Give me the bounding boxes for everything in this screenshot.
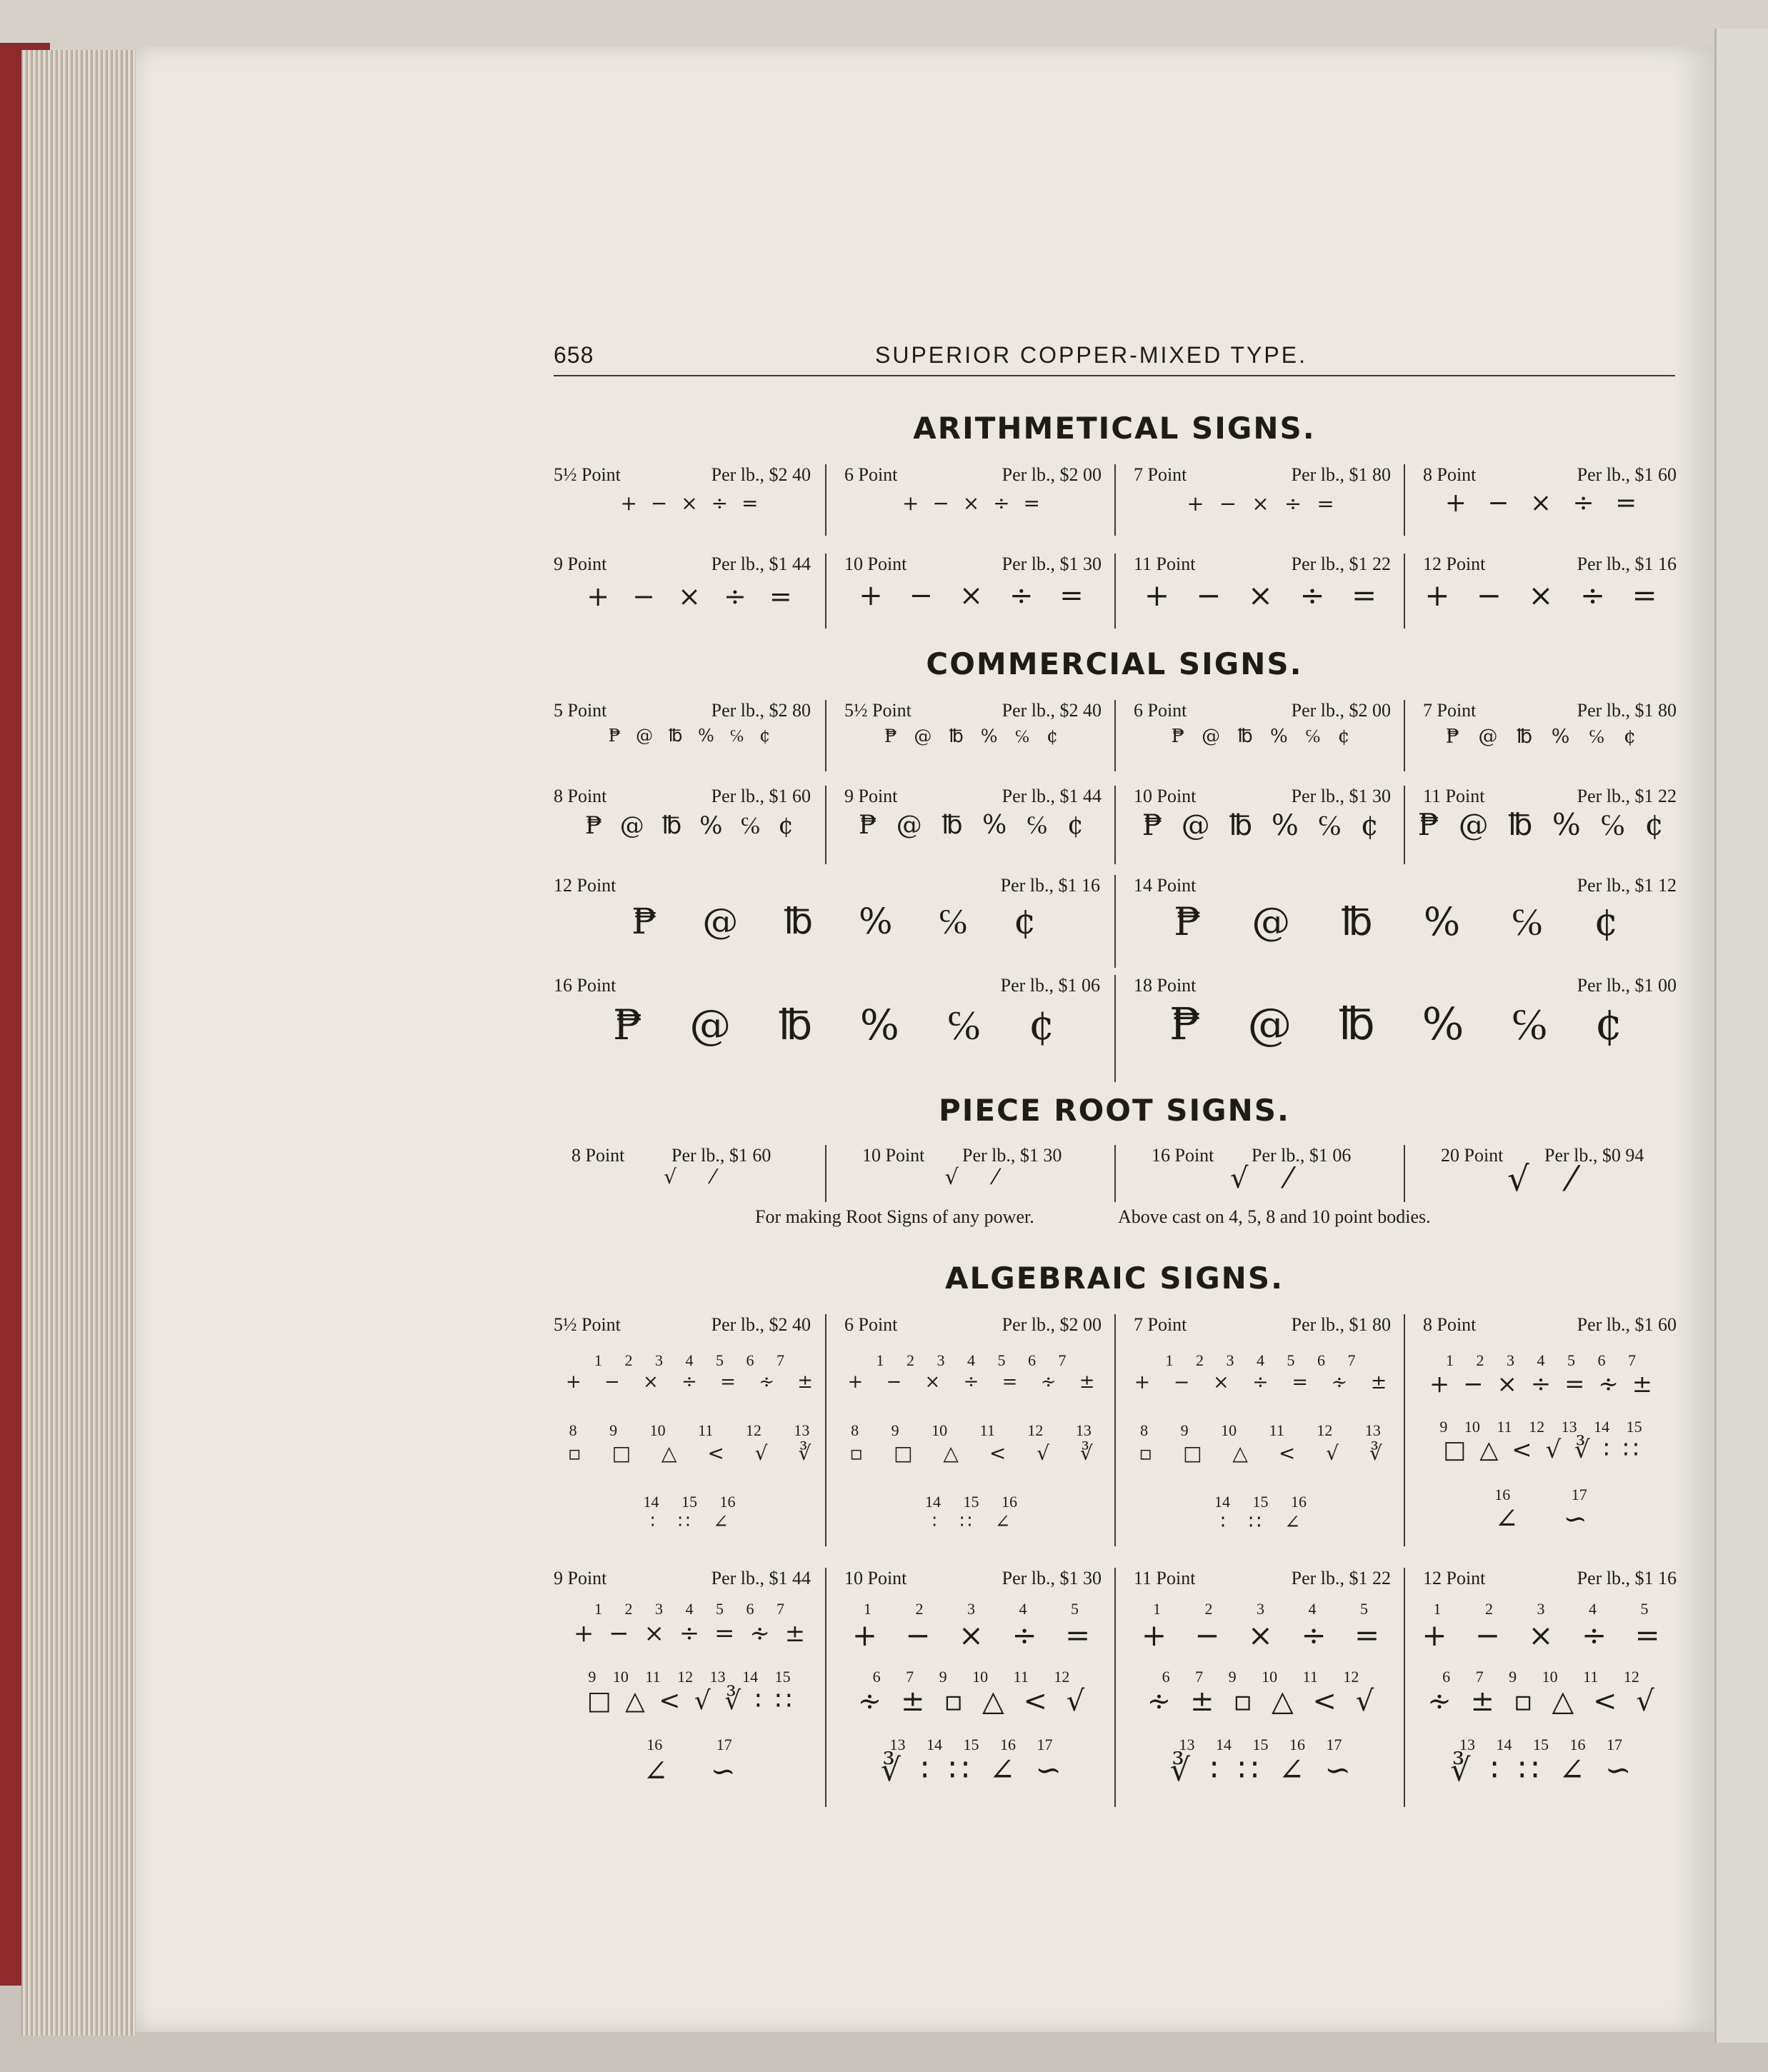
spec-cell [1404, 1568, 1677, 1807]
spec-cell [1114, 875, 1677, 968]
sign-sample: + − × ÷ = ∻ ± [1134, 1371, 1387, 1393]
spec-cell [1114, 1314, 1405, 1546]
spec-cell [1404, 464, 1677, 536]
sign-sample: ∻ ± ▫ △ < √ [1427, 1685, 1654, 1718]
price: Per lb., $1 22 [1291, 1568, 1391, 1588]
point-size: 8 Point [1423, 464, 1477, 485]
sign-numbers: 6 7 9 10 11 12 [1162, 1668, 1359, 1686]
sign-numbers: 1 2 3 4 5 6 7 [1165, 1351, 1356, 1369]
sign-sample: + − × ÷ = [902, 491, 1040, 515]
point-size: 10 Point [862, 1145, 925, 1166]
sign-numbers: 8 9 10 11 12 13 [851, 1421, 1092, 1439]
spec-cell [1114, 1568, 1405, 1807]
point-size: 5 Point [554, 700, 607, 721]
commercial-row-2 [554, 786, 1675, 864]
price: Per lb., $1 16 [1577, 554, 1677, 574]
sign-sample: + − × ÷ = [851, 1618, 1091, 1653]
point-size: 20 Point [1441, 1145, 1504, 1166]
sign-sample: ₱ @ ℔ % ℅ ¢ [884, 726, 1059, 746]
sign-sample: ₱ @ ℔ % ℅ ¢ [1142, 809, 1379, 842]
point-size: 18 Point [1134, 975, 1197, 996]
algebraic-row-1 [554, 1314, 1675, 1546]
price: Per lb., $2 40 [1002, 700, 1102, 721]
point-size: 6 Point [844, 464, 898, 485]
arithmetical-row-1 [554, 464, 1675, 536]
sign-numbers: 8 9 10 11 12 13 [1140, 1421, 1381, 1439]
price: Per lb., $1 30 [962, 1145, 1062, 1166]
spec-cell [1114, 554, 1405, 629]
sign-sample: ∻ ± ▫ △ < √ [1147, 1685, 1374, 1718]
sign-sample: √ ⁄ [1507, 1159, 1574, 1199]
algebraic-row-2 [554, 1568, 1675, 1807]
spec-cell [1404, 554, 1677, 629]
sign-numbers: 1 2 3 4 5 6 7 [594, 1600, 784, 1618]
point-size: 12 Point [1423, 554, 1486, 574]
sign-sample: + − × ÷ = [1444, 489, 1637, 518]
commercial-row-4 [554, 975, 1675, 1082]
point-size: 10 Point [1134, 786, 1197, 806]
sign-numbers: 14 15 16 [925, 1493, 1017, 1511]
price: Per lb., $1 16 [1000, 875, 1100, 896]
spec-cell [825, 554, 1116, 629]
point-size: 14 Point [1134, 875, 1197, 896]
price: Per lb., $1 44 [711, 554, 811, 574]
commercial-title: COMMERCIAL SIGNS. [926, 646, 1303, 681]
algebraic-title: ALGEBRAIC SIGNS. [944, 1261, 1284, 1296]
sign-numbers: 1 2 3 4 5 6 7 [876, 1351, 1067, 1369]
sign-numbers: 16 17 [1494, 1486, 1587, 1503]
sign-sample: + − × ÷ = [1424, 578, 1657, 613]
price: Per lb., $2 00 [1002, 1314, 1102, 1335]
price: Per lb., $1 22 [1291, 554, 1391, 574]
sign-sample: ∶ ∷ ∠ [932, 1511, 1011, 1533]
price: Per lb., $2 00 [1291, 700, 1391, 721]
sign-sample: + − × ÷ = ∻ ± [847, 1371, 1095, 1393]
sign-numbers: 6 7 9 10 11 12 [872, 1668, 1070, 1686]
sign-sample: □ △ < √ ∛ ∶ ∷ [1443, 1436, 1639, 1464]
spec-cell [1404, 1145, 1677, 1202]
point-size: 8 Point [571, 1145, 625, 1166]
sign-sample: ∠ ∽ [643, 1753, 736, 1788]
sign-sample: ∛ ∶ ∷ ∠ ∽ [880, 1752, 1062, 1788]
sign-numbers: 13 14 15 16 17 [1179, 1736, 1342, 1753]
price: Per lb., $1 06 [1252, 1145, 1352, 1166]
price: Per lb., $1 80 [1577, 700, 1677, 721]
piece-root-note-right: Above cast on 4, 5, 8 and 10 point bodies. [1118, 1206, 1431, 1227]
page-number: 658 [554, 342, 594, 368]
spec-cell [1114, 975, 1677, 1082]
piece-root-row [554, 1145, 1675, 1202]
sign-sample: ₱ @ ℔ % ℅ ¢ [1169, 998, 1624, 1050]
sign-sample: + − × ÷ = [1144, 578, 1377, 613]
sign-sample: + − × ÷ = [1141, 1618, 1380, 1653]
price: Per lb., $1 60 [1577, 1314, 1677, 1335]
sign-numbers: 13 14 15 16 17 [1459, 1736, 1622, 1753]
point-size: 7 Point [1423, 700, 1477, 721]
commercial-row-1 [554, 700, 1675, 771]
price: Per lb., $2 00 [1002, 464, 1102, 485]
page-header [554, 332, 1675, 376]
sign-sample: √ ⁄ [664, 1165, 715, 1188]
price: Per lb., $1 16 [1577, 1568, 1677, 1588]
price: Per lb., $1 30 [1291, 786, 1391, 806]
price: Per lb., $1 00 [1577, 975, 1677, 996]
sign-numbers: 1 2 3 4 5 6 7 [1446, 1351, 1636, 1369]
spec-cell [554, 1145, 825, 1202]
sign-numbers: 6 7 9 10 11 12 [1442, 1668, 1639, 1686]
sign-sample: ₱ @ ℔ % ℅ ¢ [631, 901, 1037, 942]
point-size: 7 Point [1134, 464, 1187, 485]
next-page-edge [1714, 29, 1768, 2043]
point-size: 11 Point [1423, 786, 1485, 806]
sign-sample: ∛ ∶ ∷ ∠ ∽ [1169, 1752, 1352, 1788]
piece-root-title: PIECE ROOT SIGNS. [939, 1093, 1290, 1128]
point-size: 9 Point [554, 1568, 607, 1588]
running-head: SUPERIOR COPPER-MIXED TYPE. [875, 342, 1307, 368]
sign-numbers: 16 17 [646, 1736, 732, 1753]
sign-sample: √ ⁄ [944, 1165, 998, 1190]
spec-cell [825, 1568, 1116, 1807]
point-size: 8 Point [1423, 1314, 1477, 1335]
sign-sample: + − × ÷ = ∻ ± [573, 1619, 806, 1648]
point-size: 10 Point [844, 1568, 907, 1588]
sign-numbers: 14 15 16 [643, 1493, 736, 1511]
page-content [554, 332, 1675, 1846]
spec-cell [825, 464, 1116, 536]
spec-cell [554, 464, 825, 536]
piece-root-note-left: For making Root Signs of any power. [755, 1206, 1034, 1227]
sign-numbers: 1 2 3 4 5 [1433, 1600, 1649, 1618]
sign-sample: + − × ÷ = [1187, 491, 1334, 516]
spec-cell [825, 1314, 1116, 1546]
price: Per lb., $2 40 [711, 1314, 811, 1335]
spec-cell [1114, 464, 1405, 536]
spec-cell [554, 700, 825, 771]
spec-cell [1114, 700, 1405, 771]
sign-sample: ₱ @ ℔ % ℅ ¢ [858, 811, 1084, 840]
sign-sample: ₱ @ ℔ % ℅ ¢ [613, 1001, 1055, 1049]
price: Per lb., $1 30 [1002, 1568, 1102, 1588]
price: Per lb., $1 80 [1291, 464, 1391, 485]
arithmetical-title: ARITHMETICAL SIGNS. [913, 411, 1316, 446]
point-size: 16 Point [1152, 1145, 1214, 1166]
sign-sample: ₱ @ ℔ % ℅ ¢ [1417, 807, 1664, 842]
price: Per lb., $1 06 [1000, 975, 1100, 996]
point-size: 9 Point [844, 786, 898, 806]
point-size: 7 Point [1134, 1314, 1187, 1335]
sign-sample: ▫ □ △ < √ ∛ [567, 1441, 811, 1465]
spec-cell [1114, 786, 1405, 864]
spec-cell [1404, 700, 1677, 771]
page-edges [21, 50, 136, 2036]
spec-cell [554, 975, 1114, 1082]
spec-cell [1114, 1145, 1405, 1202]
sign-numbers: 9 10 11 12 13 14 15 [588, 1668, 791, 1686]
point-size: 5½ Point [554, 464, 621, 485]
point-size: 6 Point [1134, 700, 1187, 721]
sign-sample: ∻ ± ▫ △ < √ [857, 1685, 1085, 1718]
sign-sample: ∶ ∷ ∠ [1220, 1511, 1301, 1533]
sign-sample: + − × ÷ = [586, 581, 792, 612]
spec-cell [554, 786, 825, 864]
sign-sample: √ ⁄ [1230, 1162, 1291, 1195]
sign-numbers: 14 15 16 [1214, 1493, 1307, 1511]
sign-sample: + − × ÷ = [620, 491, 759, 515]
sign-sample: ∶ ∷ ∠ [650, 1511, 729, 1533]
sign-sample: ₱ @ ℔ % ℅ ¢ [1171, 726, 1350, 747]
sign-numbers: 13 14 15 16 17 [889, 1736, 1053, 1753]
price: Per lb., $1 80 [1291, 1314, 1391, 1335]
spec-cell [554, 875, 1114, 968]
spec-cell [554, 554, 825, 629]
price: Per lb., $0 94 [1544, 1145, 1644, 1166]
spec-cell [554, 1568, 825, 1807]
background-top [0, 0, 1768, 50]
sign-numbers: 1 2 3 4 5 [1153, 1600, 1368, 1618]
sign-numbers: 9 10 11 12 13 14 15 [1439, 1418, 1642, 1436]
price: Per lb., $1 60 [1577, 464, 1677, 485]
sign-sample: + − × ÷ = [859, 579, 1084, 612]
point-size: 9 Point [554, 554, 607, 574]
sign-sample: □ △ < √ ∛ ∶ ∷ [586, 1686, 792, 1716]
point-size: 6 Point [844, 1314, 898, 1335]
price: Per lb., $2 80 [711, 700, 811, 721]
sign-numbers: 1 2 3 4 5 [864, 1600, 1079, 1618]
arithmetical-row-2 [554, 554, 1675, 629]
point-size: 12 Point [554, 875, 616, 896]
sign-sample: ₱ @ ℔ % ℅ ¢ [1174, 899, 1619, 944]
book-page [136, 46, 1714, 2032]
commercial-row-3 [554, 875, 1675, 968]
spec-cell [825, 1145, 1116, 1202]
price: Per lb., $1 60 [711, 786, 811, 806]
spec-cell [825, 700, 1116, 771]
price: Per lb., $1 12 [1577, 875, 1677, 896]
price: Per lb., $1 44 [1002, 786, 1102, 806]
sign-sample: ▫ □ △ < √ ∛ [849, 1441, 1093, 1465]
sign-sample: ∠ ∽ [1494, 1503, 1587, 1536]
point-size: 10 Point [844, 554, 907, 574]
spec-cell [554, 1314, 825, 1546]
price: Per lb., $2 40 [711, 464, 811, 485]
sign-sample: ₱ @ ℔ % ℅ ¢ [584, 811, 794, 840]
sign-sample: ∛ ∶ ∷ ∠ ∽ [1450, 1752, 1632, 1788]
point-size: 8 Point [554, 786, 607, 806]
point-size: 12 Point [1423, 1568, 1486, 1588]
point-size: 5½ Point [844, 700, 912, 721]
sign-numbers: 1 2 3 4 5 6 7 [594, 1351, 784, 1369]
sign-sample: + − × ÷ = ∻ ± [565, 1371, 814, 1393]
spec-cell [825, 786, 1116, 864]
sign-sample: ₱ @ ℔ % ℅ ¢ [608, 726, 771, 746]
sign-sample: + − × ÷ = [1422, 1618, 1660, 1653]
sign-numbers: 8 9 10 11 12 13 [569, 1421, 810, 1439]
price: Per lb., $1 60 [671, 1145, 771, 1166]
point-size: 5½ Point [554, 1314, 621, 1335]
spec-cell [1404, 786, 1677, 864]
sign-sample: ₱ @ ℔ % ℅ ¢ [1445, 726, 1637, 748]
price: Per lb., $1 22 [1577, 786, 1677, 806]
price: Per lb., $1 44 [711, 1568, 811, 1588]
sign-sample: + − × ÷ = ∻ ± [1429, 1370, 1653, 1398]
spec-cell [1404, 1314, 1677, 1546]
price: Per lb., $1 30 [1002, 554, 1102, 574]
point-size: 11 Point [1134, 1568, 1196, 1588]
point-size: 11 Point [1134, 554, 1196, 574]
sign-sample: ▫ □ △ < √ ∛ [1139, 1441, 1382, 1465]
point-size: 16 Point [554, 975, 616, 996]
